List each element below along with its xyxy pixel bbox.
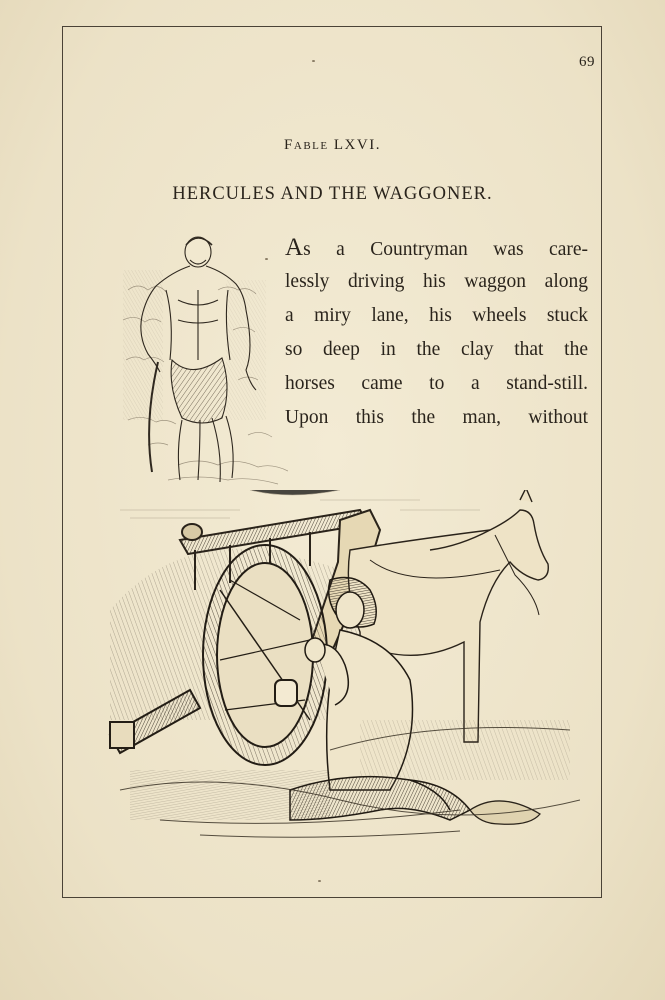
body-line: [285, 333, 588, 367]
fable-title: HERCULES AND THE WAGGONER.: [172, 184, 493, 204]
body-line-text: a miry lane, his wheels stuck: [285, 305, 588, 326]
body-line: [285, 299, 588, 333]
fable-number-initial: F: [284, 137, 294, 153]
body-line: [285, 401, 588, 435]
page-number: 69: [579, 54, 595, 70]
fable-number-rest: ABLE LXVI.: [293, 137, 381, 153]
fable-body-text: [285, 231, 588, 435]
body-line: [285, 265, 588, 299]
body-line-text: horses came to a stand-still.: [285, 373, 588, 394]
fable-number: [0, 137, 665, 154]
hercules-illustration: [108, 230, 288, 500]
body-line-text: Upon this the man, without: [285, 407, 588, 428]
waggoner-illustration: [100, 490, 580, 870]
paper-speck: [318, 880, 321, 882]
paper-speck: [312, 60, 315, 62]
body-line-text: s a Countryman was care-: [303, 239, 588, 260]
body-line-text: lessly driving his waggon along: [285, 271, 588, 292]
drop-cap: A: [285, 234, 304, 261]
paper-speck: [265, 258, 268, 260]
body-line: [285, 231, 588, 265]
body-line: [285, 367, 588, 401]
body-line-text: so deep in the clay that the: [285, 339, 588, 360]
